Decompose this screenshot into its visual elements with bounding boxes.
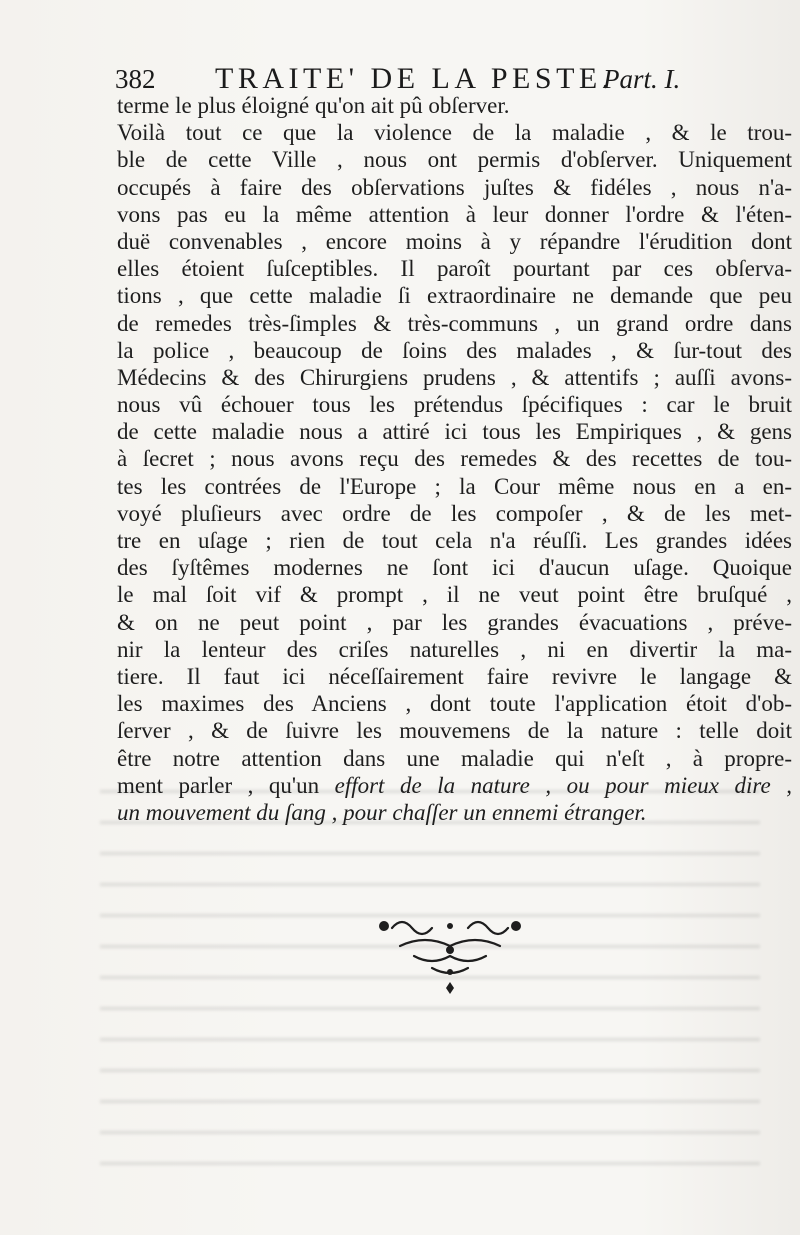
text-line: tiere. Il faut ici néceſſairement faire revivre le langage &	[117, 663, 792, 689]
text-line: nir la lenteur des criſes naturelles , ni en divertir la ma-	[117, 636, 792, 662]
floral-tailpiece-icon	[370, 910, 530, 1000]
text-line: Voilà tout ce que la violence de la maladie , & le trou-	[117, 120, 792, 146]
text-line: ble de cette Ville , nous ont permis d'obſerver. Uniquement	[117, 147, 792, 173]
page-header	[115, 58, 705, 94]
text-line: & on ne peut point , par les grandes évacuations , préve-	[117, 609, 792, 635]
roman-run: ment parler , qu'un	[117, 772, 335, 798]
text-line-italic: un mouvement du ſang , pour chaſſer un ennemi étranger.	[117, 799, 647, 825]
text-line: être notre attention dans une maladie qui n'eſt , à propre-	[117, 745, 792, 771]
text-line: voyé pluſieurs avec ordre de les compoſer , & de les met-	[117, 500, 792, 526]
text-line: vons pas eu la même attention à leur donner l'ordre & l'éten-	[117, 201, 792, 227]
text-line: les maximes des Anciens , dont toute l'application étoit d'ob-	[117, 691, 792, 717]
text-line: occupés à faire des obſervations juſtes & fidéles , nous n'a-	[117, 174, 792, 200]
text-line: des ſyſtêmes modernes ne ſont ici d'aucun uſage. Quoique	[117, 555, 792, 581]
text-line: Médecins & des Chirurgiens prudens , & attentifs ; auſſi avons-	[117, 364, 792, 390]
text-line: nous vû échouer tous les prétendus ſpécifiques : car le bruit	[117, 392, 792, 418]
text-line: terme le plus éloigné qu'on ait pû obſerver.	[117, 93, 510, 118]
text-line: ſerver , & de ſuivre les mouvemens de la nature : telle doit	[117, 718, 792, 744]
text-line-mixed	[117, 772, 792, 799]
text-line: le mal ſoit vif & prompt , il ne veut point être bruſqué ,	[117, 582, 792, 608]
text-line: duë convenables , encore moins à y répandre l'érudition dont	[117, 228, 792, 254]
text-line: tions , que cette maladie ſi extraordinaire ne demande que peu	[117, 283, 792, 309]
text-line: à ſecret ; nous avons reçu des remedes & des recettes de tou-	[117, 446, 792, 472]
text-line: tes les contrées de l'Europe ; la Cour même nous en a en-	[117, 473, 792, 499]
text-line: tre en uſage ; rien de tout cela n'a réuſſi. Les grandes idées	[117, 528, 792, 553]
page-number: 382	[115, 64, 156, 94]
text-line: elles étoient ſuſceptibles. Il paroît pourtant par ces obſerva-	[117, 256, 792, 282]
text-line: de remedes très-ſimples & très-communs , un grand ordre dans	[117, 310, 792, 336]
running-title: TRAITE' DE LA PESTE.	[215, 62, 614, 95]
text-line: la police , beaucoup de ſoins des malades , & ſur-tout des	[117, 337, 792, 363]
italic-run: effort de la nature , ou pour mieux dire ,	[334, 772, 793, 798]
part-label: Part. I.	[603, 64, 681, 94]
text-line: de cette maladie nous a attiré ici tous les Empiriques , & gens	[117, 419, 792, 445]
body-text	[117, 92, 792, 826]
